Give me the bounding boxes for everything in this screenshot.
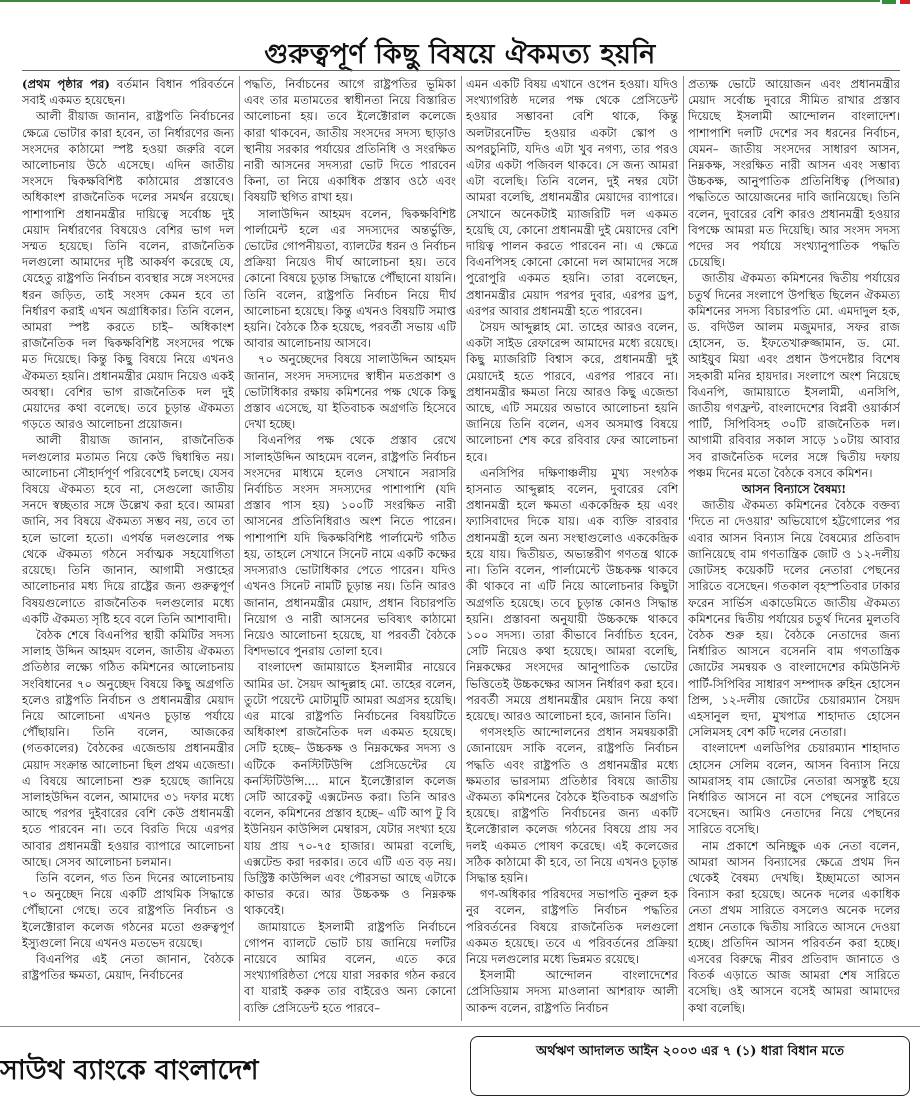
paragraph: জাতীয় ঐকমত্য কমিশনের দ্বিতীয় পর্যায়ের চতুর্থ দিনের সংলাপে উপস্থিত ছিলেন ঐকমত্য কমিশনের সদস্য বিচারপতি মো. এমদাদুল হক, ড. বদিউল আলম মজুমদার, সফর রাজ হোসেন, ড. ইফতেখারুজ্জামান, ড. মো. আইয়ুব মিয়া এবং প্রধান উপদেষ্টার বিশেষ সহকারী মনির হায়দার। সংলাপে অংশ নিয়েছে বিএনপি, জামায়াতে ইসলামী, এনসিপি, জাতীয় গণফ্রন্ট, বাংলাদেশের বিপ্লবী ওয়ার্কার্স পার্টি, সিপিবিসহ ৩০টি রাজনৈতিক দল। আগামী রবিবার সকাল সাড়ে ১০টায় আবার সব রাজনৈতিক দলের সঙ্গে দ্বিতীয় দফায় পঞ্চম দিনের মতো বৈঠকে বসবে কমিশন।	[688, 271, 900, 480]
paragraph: বাংলাদেশ এলডিপির চেয়ারম্যান শাহাদাত হোসেন সেলিম বলেন, আসন বিন্যাস নিয়ে আমরাসহ বাম জোটের নেতারা অসন্তুষ্ট হয়ে নির্ধারিত আসনে না বসে পেছনের সারিতে বসেছেন। আমিও নেতাদের নিয়ে পেছনের সারিতে বসেছি।	[688, 741, 900, 837]
paragraph	[22, 76, 234, 108]
paragraph: বিএনপির এই নেতা জানান, বৈঠকে রাষ্ট্রপতির ক্ষমতা, মেয়াদ, নির্বাচনের	[22, 951, 234, 983]
column-2	[244, 76, 456, 1021]
paragraph: পদ্ধতি, নির্বাচনের আগে রাষ্ট্রপতির ভূমিকা এবং তার মতামতের স্বাধীনতা নিয়ে বিস্তারিত আলোচনা হয়। তবে ইলেক্টোরাল কলেজে কারা থাকবেন, জাতীয় সংসদের সদস্য ছাড়াও স্থানীয় সরকার পর্যায়ের প্রতিনিধি ও সংরক্ষিত নারী আসনের সদস্যরা ভোট দিতে পারবেন কিনা, তা নিয়ে একাধিক প্রস্তাব ওঠে এবং বিষয়টি স্থগিত রাখা হয়।	[244, 77, 456, 205]
headline-rule	[22, 70, 900, 71]
column-1	[22, 76, 234, 1021]
paragraph: ইসলামী আন্দোলন বাংলাদেশের প্রেসিডিয়াম সদস্য মাওলানা আশরাফ আলী আকন্দ বলেন, রাষ্ট্রপতি নির্বাচন	[466, 968, 678, 1015]
column-divider	[461, 76, 462, 1021]
paragraph: তিনি বলেন, গত তিন দিনের আলোচনায় ৭০ অনুচ্ছেদ নিয়ে একটি প্রাথমিক সিদ্ধান্তে পৌঁছানো গেছে। তবে রাষ্ট্রপতি নির্বাচন ও ইলেক্টোরাল কলেজ গঠনের মতো গুরুত্বপূর্ণ ইস্যুগুলো নিয়ে এখনও মতভেদ রয়েছে।	[22, 870, 234, 950]
continuation-lead: (প্রথম পৃষ্ঠার পর)	[22, 77, 110, 91]
corner-green-mark	[882, 0, 896, 4]
paragraph: নাম প্রকাশে অনিচ্ছুক এক নেতা বলেন, আমরা আসন বিন্যাসের ক্ষেত্রে প্রথম দিন থেকেই বৈষম্য দেখছি। ইচ্ছামতো আসন বিন্যাস করা হয়েছে। অনেক দলের একাধিক নেতা প্রথম সারিতে বসলেও অনেক দলের প্রধান নেতাকে দ্বিতীয় সারিতে আসনে দেওয়া হচ্ছে। প্রতিদিন আসন পরিবর্তন করা হচ্ছে। এসবের বিরুদ্ধে নীরব প্রতিবাদ জানাতে ও বিতর্ক এড়াতে আজ আমরা শেষ সারিতে বসেছি। ওই আসনে বসেই আমরা আমাদের কথা বলেছি।	[688, 838, 900, 1015]
paragraph: বাংলাদেশ জামায়াতে ইসলামীর নায়েবে আমির ডা. সৈয়দ আব্দুল্লাহ মো. তাহের বলেন, তুটো পয়েন্টে মোটামুটি আমরা অগ্রসর হয়েছি। এর মাঝে রাষ্ট্রপতি নির্বাচনের বিষয়টিতে অধিকাংশ রাজনৈতিক দল একমত হয়েছে। সেটি হচ্ছে– উচ্চকক্ষ ও নিম্নকক্ষের সদস্য ও এটিকে কনস্টিটিউন্সি প্রেসিডেন্টের যে কনস্টিটিউন্সি.... মানে ইলেক্টোরাল কলেজ সেটি আরেকটু এক্সটেনড করা। তিনি আরও বলেন, কমিশনের প্রস্তাব হচ্ছে– এটি আপ টু বি ইউনিয়ন কাউন্সিল মেম্বারস, যেটার সংখ্যা হয়ে যায় প্রায় ৭০-৭৫ হাজার। আমরা বলেছি, এক্সটেন্ড করা দরকার। তবে এটি এত বড় নয়। ডিস্ট্রিক্ট কাউন্সিল এবং পৌরসভা আছে এটাকে কাভার করে। আর উচ্চকক্ষ ও নিম্নকক্ষ থাকবেই।	[244, 660, 456, 918]
top-border	[0, 0, 920, 6]
paragraph-text: বর্তমান বিধান পরিবর্তনে সবাই একমত হয়েছেন।	[22, 77, 234, 108]
column-3	[466, 76, 678, 1021]
paragraph: আলী রীয়াজ জানান, রাষ্ট্রপতি নির্বাচনের ক্ষেত্রে ভোটার কারা হবেন, তা নির্ধারণের জন্য সংসদের কাঠামো স্পষ্ট হওয়া জরুরি বলে আলোচনায় উঠে এসেছে। এদিন জাতীয় সংসদে দ্বিকক্ষবিশিষ্ট কাঠামোর প্রস্তাবেও অধিকাংশ রাজনৈতিক দলের সমর্থন রয়েছে। পাশাপাশি প্রধানমন্ত্রীর দায়িত্বে সর্বোচ্চ দুই মেয়াদ নির্ধারণের বিষয়েও বেশির ভাগ দল সম্মত হয়েছে। তিনি বলেন, রাজনৈতিক দলগুলো আমাদের দৃষ্টি আকর্ষণ করেছে যে, যেহেতু রাষ্ট্রপতি নির্বাচন ব্যবস্থার সঙ্গে সংসদের ধরন জড়িত, তাই সংসদ কেমন হবে তা নির্ধারণ করাই এখন অগ্রাধিকার। তিনি বলেন, আমরা স্পষ্ট করতে চাই– অধিকাংশ রাজনৈতিক দল দ্বিকক্ষবিশিষ্ট সংসদের পক্ষে মত দিয়েছে। কিন্তু কিছু বিষয়ে নিয়ে এখনও ঐকমত্য হয়নি। প্রধানমন্ত্রীর মেয়াদ নিয়েও একই অবস্থা। বেশির ভাগ রাজনৈতিক দল দুই মেয়াদের কথা বলেছে। তবে চূড়ান্ত ঐকমত্য গড়তে আরও আলোচনা প্রয়োজন।	[22, 109, 234, 432]
paragraph: বৈঠক শেষে বিএনপির স্থায়ী কমিটির সদস্য সালাহ উদ্দিন আহমদ বলেন, জাতীয় ঐকমত্য প্রতিষ্ঠার লক্ষ্যে গঠিত কমিশনের আলোচনায় সংবিধানের ৭০ অনুচ্ছেদ বিষয়ে কিছু অগ্রগতি হলেও রাষ্ট্রপতি নির্বাচন ও প্রধানমন্ত্রীর মেয়াদ নিয়ে আলোচনা এখনও চূড়ান্ত পর্যায়ে পৌঁছায়নি। তিনি বলেন, আজকের (গতকালের) বৈঠকের এজেন্ডায় প্রধানমন্ত্রীর মেয়াদ সংক্রান্ত আলোচনা ছিল প্রথম এজেন্ডা। এ বিষয়ে আলোচনা শুরু হয়েছে জানিয়ে সালাহউদ্দিন বলেন, আমাদের ৩১ দফার মধ্যে আছে পরপর দুইবারের বেশি কেউ প্রধানমন্ত্রী হতে পারবেন না। তবে বিরতি দিয়ে এরপর আবার প্রধানমন্ত্রী হওয়ার ব্যাপারে আলোচনা আছে। সেসব আলোচনা চলমান।	[22, 627, 234, 869]
paragraph: জাতীয় ঐকমত্য কমিশনের বৈঠকে বক্তব্য 'দিতে না দেওয়ার' অভিযোগে হট্টগোলের পর এবার আসন বিন্যাস নিয়ে বৈষম্যের প্রতিবাদ জানিয়েছে বাম গণতান্ত্রিক জোট ও ১২-দলীয় জোটসহ কয়েকটি দলের নেতারা পেছনের সারিতে বসেছেন। গতকাল বৃহস্পতিবার ঢাকার ফরেন সার্ভিস একাডেমিতে জাতীয় ঐকমত্য কমিশনের দ্বিতীয় পর্যায়ের চতুর্থ দিনের মুলতবি বৈঠক শুরু হয়। বৈঠকে নেতাদের জন্য নির্ধারিত আসনে বসেননি বাম গণতান্ত্রিক জোটের সমন্বয়ক ও বাংলাদেশের কমিউনিস্ট পার্টি-সিপিবির সাধারণ সম্পাদক রুহিন হোসেন প্রিন্স, ১২-দলীয় জোটের চেয়ারম্যান সৈয়দ এহসানুল হুদা, মুখপাত্র শাহাদাত হোসেন সেলিমসহ বেশ কটি দলের নেতারা।	[688, 498, 900, 740]
column-divider	[239, 76, 240, 1021]
article-body	[22, 76, 902, 1021]
paragraph: বিএনপির পক্ষ থেকে প্রস্তাব রেখে সালাহউদ্দিন আহমেদ বলেন, রাষ্ট্রপতি নির্বাচন সংসদের মাধ্যমে হলেও সেখানে সরাসরি নির্বাচিত সংসদ সদস্যদের পাশাপাশি (যদি প্রস্তাব পাস হয়) ১০০টি সংরক্ষিত নারী আসনের প্রতিনিধিরাও অংশ নিতে পারেন। পাশাপাশি যদি দ্বিকক্ষবিশিষ্ট পার্লামেন্ট গঠিত হয়, তাহলে সেখানে সিনেট নামে একটি কক্ষের সদস্যরাও ভোটাধিকার পেতে পারেন। যদিও এখনও সিনেট নামটি চূড়ান্ত নয়। তিনি আরও জানান, প্রধানমন্ত্রীর মেয়াদ, প্রধান বিচারপতি নিয়োগ ও নারী আসনের ভবিষ্যৎ কাঠামো নিয়েও আলোচনা হয়েছে, যা পরবর্তী বৈঠকে বিশদভাবে পুনরায় তোলা হবে।	[244, 433, 456, 659]
paragraph: ৭০ অনুচ্ছেদের বিষয়ে সালাউদ্দিন আহমদ জানান, সংসদ সদস্যদের স্বাধীন মতপ্রকাশ ও ভোটাধিকার রক্ষায় কমিশনের পক্ষ থেকে কিছু প্রস্তাব এসেছে, যা ইতিবাচক অগ্রগতি হিসেবে দেখা হচ্ছে।	[244, 352, 456, 432]
column-divider	[683, 76, 684, 1021]
top-green-rule	[0, 0, 880, 2]
advertisement-text: সাউথ ব্যাংকে বাংলাদেশ	[0, 1055, 259, 1084]
paragraph: সালাউদ্দিন আহমদ বলেন, দ্বিকক্ষবিশিষ্ট পার্লামেন্ট হলে এর সদস্যদের অন্তর্ভুক্তি, ভোটের গোপনীয়তা, ব্যালটের ধরন ও নির্বাচন প্রক্রিয়া নিয়েও দীর্ঘ আলোচনা হয়। তবে কোনো বিষয়ে চূড়ান্ত সিদ্ধান্তে পৌঁছানো যায়নি। তিনি বলেন, রাষ্ট্রপতি নির্বাচন নিয়ে দীর্ঘ আলোচনা হয়েছে। কিন্তু এখনও বিষয়টি সমাপ্ত হয়নি। বৈঠকে ঠিক হয়েছে, পরবর্তী সভায় এটি আবার আলোচনায় আসবে।	[244, 206, 456, 351]
paragraph: আলী রীয়াজ জানান, রাজনৈতিক দলগুলোর মতামত নিয়ে কেউ দ্বিধান্বিত নয়। আলোচনা সৌহার্দপূর্ণ পরিবেশেই চলছে। যেসব বিষয়ে ঐকমত্য হবে না, সেগুলো জাতীয় সনদে স্বচ্ছতার সঙ্গে উল্লেখ করা হবে। আমরা জানি, সব বিষয়ে ঐকমত্য সম্ভব নয়, তবে তা হলে ভালো হতো। এপর্যন্ত দলগুলোর পক্ষ থেকে ঐকমত্য গঠনে সর্বাত্মক সহযোগিতা রয়েছে। তিনি জানান, আগামী সপ্তাহের আলোচনার মধ্য দিয়ে রাষ্ট্রের জন্য গুরুত্বপূর্ণ বিষয়গুলোতে রাজনৈতিক দলগুলোর মধ্যে একটি ঐকমত্য সৃষ্টি হবে বলে তিনি আশাবাদী।	[22, 433, 234, 626]
paragraph: সৈয়দ আব্দুল্লাহ মো. তাহের আরও বলেন, একটা সাইড রেফারেন্স আমাদের মধ্যে রয়েছে। কিছু ম্যাজরিটি বিশ্বাস করে, প্রধানমন্ত্রী দুই মেয়াদেই হতে পারবে, এরপর পারবে না। প্রধানমন্ত্রীর ক্ষমতা নিয়ে আরও কিছু এজেন্ডা আছে, এটি সময়ের অভাবে আলোচনা হয়নি জানিয়ে তিনি বলেন, এসব অসমাপ্ত বিষয়ে আলোচনা শেষ করে রবিবার ফের আলোচনা হবে।	[466, 320, 678, 464]
paragraph: এমন একটি বিষয় এখানে ওপেন হওয়া। যদিও সংখ্যাগরিষ্ঠ দলের পক্ষ থেকে প্রেসিডেন্ট হওয়ার সম্ভাবনা বেশি থাকে, কিন্তু অলটারনেটিভ হওয়ার একটা স্কোপ ও অপরচুনিটি, যদিও এটা খুব নগণ্য, তার পরও এটার একটা পজিবল থাকবে। সে জন্য আমরা এটা বলেছি। তিনি বলেন, দুই নম্বর যেটা আমরা বলেছি, প্রধানমন্ত্রীর মেয়াদের ব্যাপারে। সেখানে অনেকটাই ম্যাজরিটি দল একমত হয়েছি যে, কোনো প্রধানমন্ত্রী দুই মেয়াদের বেশি দায়িত্ব পালন করতে পারবেন না। এ ক্ষেত্রে বিএনপিসহ কোনো কোনো দল আমাদের সঙ্গে পুরোপুরি একমত হয়নি। তারা বলেছেন, প্রধানমন্ত্রীর মেয়াদ পরপর দুবার, এরপর ড্রপ, এরপর আবার প্রধানমন্ত্রী হতে পারবেন।	[466, 77, 678, 318]
legal-notice-heading: অর্থঋণ আদালত আইন ২০০৩ এর ৭ (১) ধারা বিধান মতে	[536, 1044, 844, 1059]
paragraph: এনসিপির দক্ষিণাঞ্চলীয় মুখ্য সংগঠক হাসনাত আব্দুল্লাহ বলেন, দুবারের বেশি প্রধানমন্ত্রী হলে ক্ষমতা এককেন্দ্রিক হয় এবং ফ্যাসিবাদের দিকে যায়। এক ব্যক্তি বারবার প্রধানমন্ত্রী হলে অন্য সংস্থাগুলোও এককেন্দ্রিক হয়ে যায়। দ্বিতীয়ত, অভ্যন্তরীণ গণতন্ত্র থাকে না। তিনি বলেন, পার্লামেন্টে উচ্চকক্ষ থাকবে কী থাকবে না এটি নিয়ে আলোচনার কিছুটা অগ্রগতি হয়েছে। তবে চূড়ান্ত কোনও সিদ্ধান্ত হয়নি। প্রস্তাবনা অনুযায়ী উচ্চকক্ষে থাকবে ১০০ সদস্য। তারা কীভাবে নির্বাচিত হবেন, সেটি নিয়েও কথা হয়েছে। আমরা বলেছি, নিম্নকক্ষের সংসদের আনুপাতিক ভোটের ভিত্তিতেই উচ্চকক্ষের আসন নির্ধারণ করা হবে। পরবর্তী সময়ে প্রধানমন্ত্রীর মেয়াদ নিয়ে কথা হয়েছে। আরও আলোচনা হবে, জানান তিনি।	[466, 465, 678, 723]
paragraph: জামায়াতে ইসলামী রাষ্ট্রপতি নির্বাচনে গোপন ব্যালটে ভোট চায় জানিয়ে দলটির নায়েবে আমির বলেন, এতে করে সংখ্যাগরিষ্ঠতা পেয়ে যারা সরকার গঠন করবে বা যারাই করুক তার বাইরেও অন্য কোনো ব্যক্তি প্রেসিডেন্ট হতে পারবে–	[244, 919, 456, 1015]
paragraph: প্রত্যক্ষ ভোটে আয়োজন এবং প্রধানমন্ত্রীর মেয়াদ সর্বোচ্চ দুবারে সীমিত রাখার প্রস্তাব দিয়েছে ইসলামী আন্দোলন বাংলাদেশ। পাশাপাশি দলটি দেশের সব ধরনের নির্বাচন, যেমন– জাতীয় সংসদের সাধারণ আসন, নিম্নকক্ষ, সংরক্ষিত নারী আসন এবং সম্ভাব্য উচ্চকক্ষ, আনুপাতিক প্রতিনিধিত্ব (পিআর) পদ্ধতিতে আয়োজনের দাবি জানিয়েছে। তিনি বলেন, দুবারের বেশি কারও প্রধানমন্ত্রী হওয়ার বিপক্ষে আমরা মত দিয়েছি। আর সংসদ সদস্য পদের সব পর্যায়ে সংখ্যানুপাতিক পদ্ধতি চেয়েছি।	[688, 77, 900, 270]
column-4	[688, 76, 900, 1021]
paragraph: গণসংহতি আন্দোলনের প্রধান সমন্বয়কারী জোনায়েদ সাকি বলেন, রাষ্ট্রপতি নির্বাচন পদ্ধতি এবং রাষ্ট্রপতি ও প্রধানমন্ত্রীর মধ্যে ক্ষমতার ভারসাম্য প্রতিষ্ঠার বিষয়ে জাতীয় ঐকমত্য কমিশনের বৈঠকে ইতিবাচক অগ্রগতি হয়েছে। রাষ্ট্রপতি নির্বাচনের জন্য একটি ইলেক্টোরাল কলেজ গঠনের বিষয়ে প্রায় সব দলই একমত পোষণ করেছে। এই কলেজের সঠিক কাঠামো কী হবে, তা নিয়ে এখনও চূড়ান্ত সিদ্ধান্ত হয়নি।	[466, 725, 678, 885]
subheading: আসন বিন্যাসে বৈষম্য!	[741, 482, 847, 497]
bottom-rule	[0, 1026, 920, 1027]
corner-red-mark	[900, 0, 910, 4]
paragraph: গণ-অধিকার পরিষদের সভাপতি নুরুল হক নুর বলেন, রাষ্ট্রপতি নির্বাচন পদ্ধতির পরিবর্তনের বিষয়ে রাজনৈতিক দলগুলো একমত হয়েছে। তবে এ পরিবর্তনের প্রক্রিয়া নিয়ে দলগুলোর মধ্যে ভিন্নমত রয়েছে।	[466, 887, 678, 966]
article-headline: গুরুত্বপূর্ণ কিছু বিষয়ে ঐকমত্য হয়নি	[264, 39, 656, 70]
